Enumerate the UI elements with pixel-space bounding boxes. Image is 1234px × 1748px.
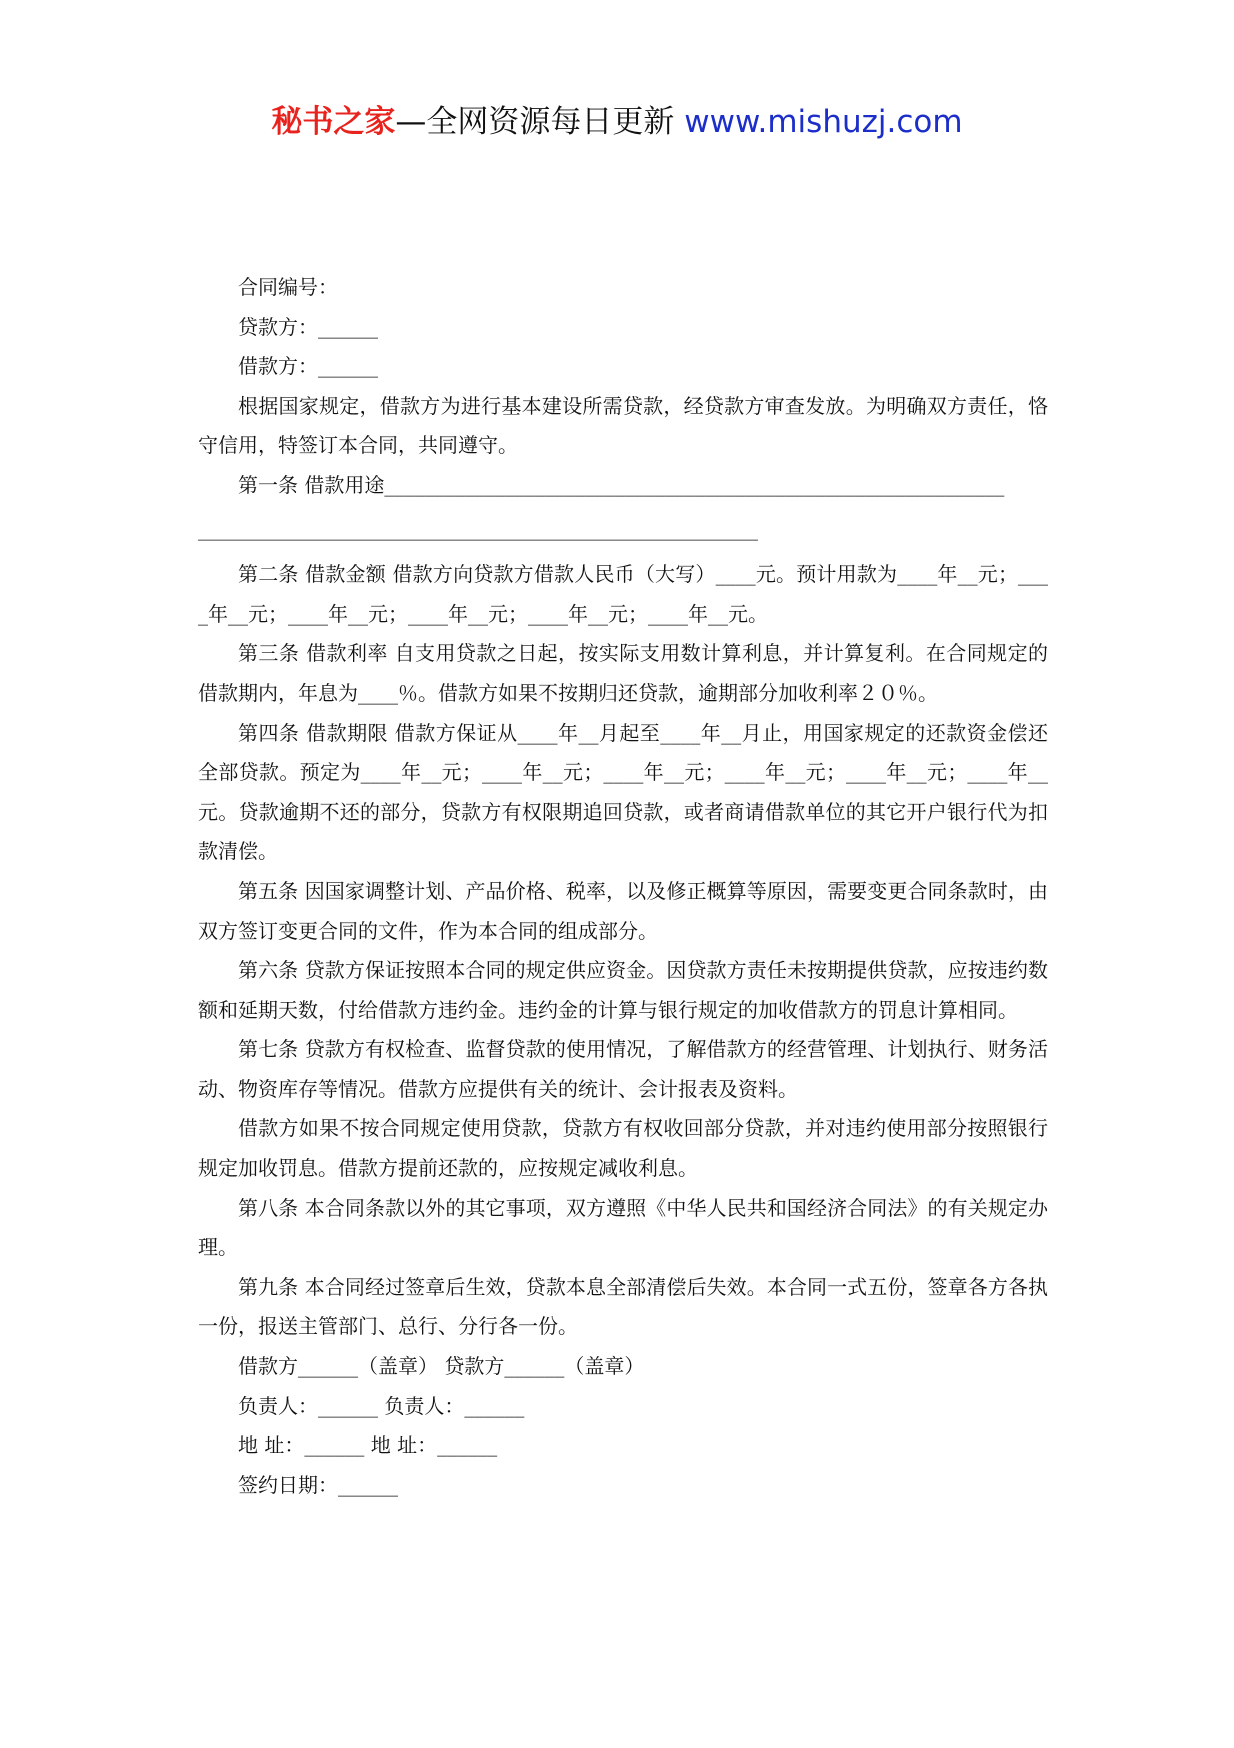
article-8-paragraph: 第八条 本合同条款以外的其它事项，双方遵照《中华人民共和国经济合同法》的有关规定办理。 xyxy=(198,1195,1048,1260)
site-tagline: —全网资源每日更新 xyxy=(395,104,675,140)
site-brand: 秘书之家 xyxy=(271,104,396,140)
article-7-paragraph: 第七条 贷款方有权检查、监督贷款的使用情况，了解借款方的经营管理、计划执行、财务活动、物资库存等情况。借款方应提供有关的统计、会计报表及资料。 xyxy=(198,1037,1048,1101)
signing-date-line: 签约日期：______ xyxy=(238,1472,398,1497)
article-1-paragraph: 第一条 借款用途______________________________________________________________ xyxy=(238,472,1005,497)
article-3-paragraph: 第三条 借款利率 自支用贷款之日起，按实际支用数计算利息，并计算复利。在合同规定的借款期内，年息为____％。借款方如果不按期归还贷款，逾期部分加收利率２０％。 xyxy=(198,641,1048,705)
site-url-link[interactable]: www.mishuzj.com xyxy=(684,104,963,140)
borrower-line: 借款方：______ xyxy=(238,354,378,379)
responsible-persons-line: 负责人：______ 负责人：______ xyxy=(238,1393,525,1418)
article-2-paragraph: 第二条 借款金额 借款方向贷款方借款人民币（大写）____元。预计用款为____年__元；____年__元；____年__元；____年__元；____年__元；____年__元。 xyxy=(198,562,1048,626)
article-5-paragraph: 第五条 因国家调整计划、产品价格、税率，以及修正概算等原因，需要变更合同条款时，由双方签订变更合同的文件，作为本合同的组成部分。 xyxy=(198,878,1048,943)
article-7-supplement-paragraph: 借款方如果不按合同规定使用贷款，贷款方有权收回部分贷款，并对违约使用部分按照银行规定加收罚息。借款方提前还款的，应按规定减收利息。 xyxy=(198,1116,1048,1181)
signature-parties-line: 借款方______（盖章） 贷款方______（盖章） xyxy=(238,1354,645,1379)
lender-line: 贷款方：______ xyxy=(238,314,378,339)
article-1-blank-line: ________________________________________________________ xyxy=(198,516,758,541)
addresses-line: 地 址：______ 地 址：______ xyxy=(238,1433,498,1458)
article-9-paragraph: 第九条 本合同经过签章后生效，贷款本息全部清偿后失效。本合同一式五份，签章各方各执一份，报送主管部门、总行、分行各一份。 xyxy=(198,1274,1048,1339)
article-6-paragraph: 第六条 贷款方保证按照本合同的规定供应资金。因贷款方责任未按期提供贷款，应按违约数额和延期天数，付给借款方违约金。违约金的计算与银行规定的加收借款方的罚息计算相同。 xyxy=(198,958,1048,1022)
contract-number-line: 合同编号： xyxy=(238,275,338,299)
site-header xyxy=(0,100,1234,144)
article-4-paragraph: 第四条 借款期限 借款方保证从____年__月起至____年__月止，用国家规定的还款资金偿还全部贷款。预定为____年__元；____年__元；____年__元；____年__元；____年__元；____年__元。贷款逾期不还的部分，贷款方有权限期追回贷款，或者商请借款单位的其它开户银行代为扣款清偿。 xyxy=(198,720,1048,864)
contract-body xyxy=(198,268,1048,1505)
preamble-paragraph: 根据国家规定，借款方为进行基本建设所需贷款，经贷款方审查发放。为明确双方责任，恪守信用，特签订本合同，共同遵守。 xyxy=(198,393,1048,458)
